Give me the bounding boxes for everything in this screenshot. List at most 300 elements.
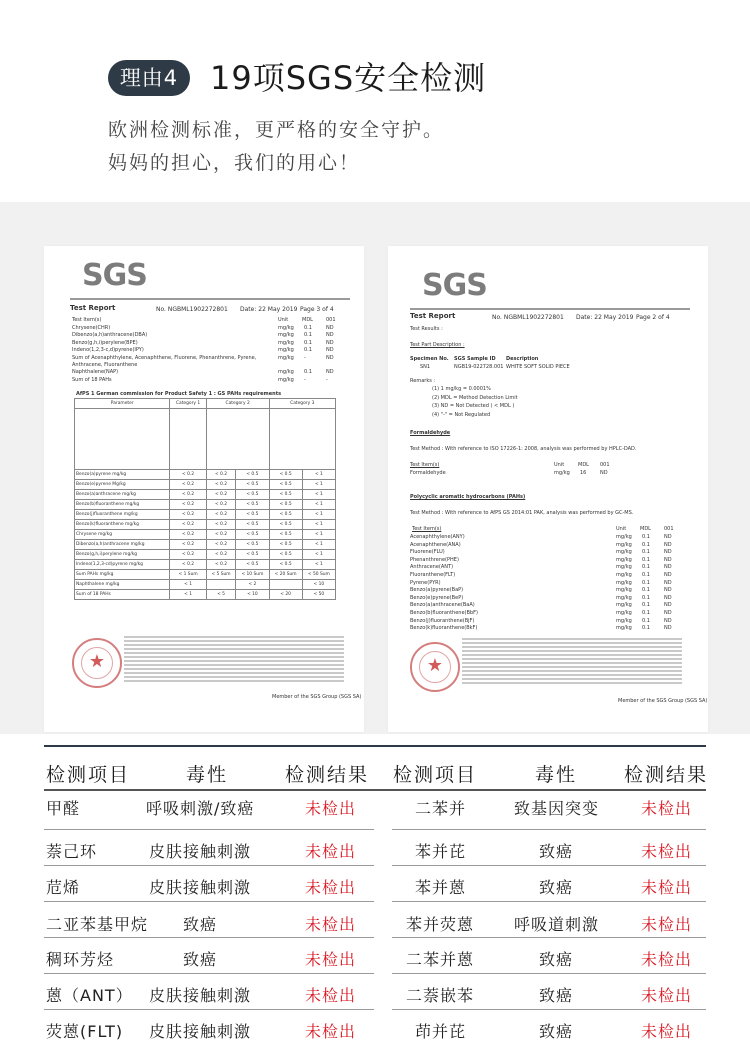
fa-result: ND (600, 470, 608, 476)
report-item-name: Sum of Acenaphthylene, Acenaphthene, Fluorene, Phenanthrene, Pyrene, (72, 354, 257, 361)
pah-item-result: ND (664, 534, 672, 540)
pah-col-001: 001 (664, 526, 674, 532)
gs-table-cell: < 0.5 (236, 500, 269, 510)
th-toxicity-left: 毒性 (186, 764, 229, 786)
remarks-label: Remarks : (410, 378, 436, 384)
gs-table-cell: < 0.5 (269, 520, 302, 530)
gs-table-cell: < 1 (302, 550, 335, 560)
gs-table-row (75, 540, 336, 550)
report-item-result: - (326, 376, 328, 383)
pah-item-unit: mg/kg (616, 617, 632, 624)
row-divider-right (392, 973, 706, 974)
gs-table-cell: < 0.5 (269, 540, 302, 550)
report-item-mdl: - (304, 376, 306, 383)
gs-table-cell: < 0.2 (206, 550, 236, 560)
gs-table-cell: < 0.5 (236, 560, 269, 570)
result-left: 未检出 (305, 878, 357, 897)
gs-table-cell: < 0.2 (206, 540, 236, 550)
result-right: 未检出 (641, 950, 693, 969)
remark-line: (4) "-" = Not Regulated (432, 411, 491, 418)
report-number: No. NGBML1902272801 (492, 314, 564, 321)
gs-table-cell: Sum PAHs mg/kg (75, 570, 170, 580)
pah-item-mdl: 0.1 (642, 617, 650, 624)
gs-table-cell: < 0.5 (269, 480, 302, 490)
gs-table-cell: Benzo(g,h,i)perylene mg/kg (75, 550, 170, 560)
toxicity-left: 致癌 (183, 950, 218, 969)
gs-table-cell: < 0.5 (236, 490, 269, 500)
report-item-mdl: 0.1 (304, 347, 312, 354)
th-category-3: Category 3 (269, 399, 335, 409)
gs-table-cell: < 50 (302, 590, 335, 600)
detect-item-right: 茚并芘 (415, 1022, 467, 1041)
result-left: 未检出 (305, 1022, 357, 1041)
report-date: Date: 22 May 2019 (240, 306, 298, 313)
sample-id-header: SGS Sample ID (454, 356, 496, 362)
gs-table-cell: Benzo(a)anthracene mg/kg (75, 490, 170, 500)
gs-table-row (75, 510, 336, 520)
sgs-logo: SGS (82, 258, 147, 293)
gs-table-cell: < 0.5 (269, 510, 302, 520)
remark-line: (1) 1 mg/kg = 0.0001% (432, 386, 491, 392)
sgs-report-page-3 (44, 246, 364, 732)
pah-item-mdl: 0.1 (642, 549, 650, 556)
detect-item-right: 二苯并 (415, 799, 467, 818)
row-divider-left (44, 901, 374, 902)
detect-item-left: 萘己环 (46, 842, 98, 861)
report-date: Date: 22 May 2019 (576, 314, 634, 321)
report-item-unit: mg/kg (278, 376, 294, 383)
gs-table-cell: Indeno(1,2,3-cd)pyrene mg/kg (75, 560, 170, 570)
gs-table-cell: < 0.2 (206, 480, 236, 490)
gs-table-cell: < 0.5 (236, 530, 269, 540)
toxicity-left: 皮肤接触刺激 (149, 986, 252, 1005)
gs-table-cell: < 0.2 (206, 490, 236, 500)
report-item-mdl: 0.1 (304, 332, 312, 339)
gs-table-row (75, 520, 336, 530)
sgs-stamp (410, 642, 460, 692)
gs-table-cell: < 0.5 (269, 490, 302, 500)
pah-item-name: Fluoranthene(FLT) (410, 572, 456, 578)
gs-table-cell: < 0.5 (269, 550, 302, 560)
row-divider-right (392, 829, 706, 830)
result-left: 未检出 (305, 950, 357, 969)
gs-table-cell: < 0.2 (170, 520, 206, 530)
pah-item-mdl: 0.1 (642, 534, 650, 540)
row-divider-right (392, 865, 706, 866)
gs-table-row (75, 580, 336, 590)
pah-item-unit: mg/kg (616, 610, 632, 616)
gs-table-row (75, 470, 336, 480)
report-item-unit: mg/kg (278, 347, 294, 354)
gs-table-cell: < 1 (302, 470, 335, 480)
formaldehyde-title: Formaldehyde (410, 430, 451, 436)
row-divider-right (392, 1009, 706, 1010)
pah-item-unit: mg/kg (616, 625, 632, 632)
toxicity-left: 皮肤接触刺激 (149, 1022, 252, 1041)
gs-table-cell: Naphthalene mg/kg (75, 580, 170, 590)
result-right: 未检出 (641, 878, 693, 897)
subtitle-1: 欧洲检测标准，更严格的安全守护。 (108, 119, 445, 141)
pah-item-result: ND (664, 594, 672, 601)
report-page: Page 3 of 4 (300, 306, 334, 313)
report-title: Test Report (410, 312, 456, 320)
th-item-left: 检测项目 (46, 764, 131, 786)
gs-table-cell: Benzo(e)pyrene Mg/kg (75, 480, 170, 490)
pah-item-name: Fluorene(FLU) (410, 549, 445, 556)
report-item-name: Naphthalene(NAP) (72, 369, 119, 376)
report-item-result: ND (326, 347, 334, 354)
gs-table-cell: < 0.5 (236, 470, 269, 480)
pah-item-name: Benzo(a)anthracene(BaA) (410, 602, 475, 609)
detect-item-right: 二萘嵌苯 (406, 986, 475, 1005)
gs-table-cell: Sum of 18 PAHs (75, 590, 170, 600)
fa-col-001: 001 (600, 462, 610, 468)
pah-col-mdl: MDL (640, 526, 651, 532)
sgs-stamp (72, 638, 122, 688)
pah-item-result: ND (664, 617, 672, 624)
gs-table-cell: < 0.5 (269, 530, 302, 540)
toxicity-right: 致基因突变 (514, 799, 600, 818)
gs-table-cell: < 0.5 (269, 470, 302, 480)
pah-item-unit: mg/kg (616, 572, 632, 578)
col-001: 001 (326, 317, 336, 323)
pah-item-unit: mg/kg (616, 594, 632, 601)
gs-table-cell: < 1 (302, 490, 335, 500)
pah-item-result: ND (664, 602, 672, 609)
detect-item-left: 稠环芳烃 (46, 950, 115, 969)
gs-table-row (75, 500, 336, 510)
row-divider-left (44, 865, 374, 866)
pah-item-name: Benzo(a)pyrene(BaP) (410, 587, 464, 594)
pah-item-name: Anthracene(ANT) (410, 564, 454, 571)
report-item-name: Sum of 18 PAHs (72, 376, 112, 383)
gs-requirements-table (74, 398, 336, 600)
pah-method: Test Method : With reference to AfPS GS 2014:01 PAK, analysis was performed by GC-MS. (410, 510, 634, 516)
gs-table-cell: < 2 (236, 580, 269, 590)
gs-table-row (75, 530, 336, 540)
pah-item-name: Acenaphthylene(ANY) (410, 534, 465, 540)
pah-item-unit: mg/kg (616, 564, 632, 571)
pah-item-unit: mg/kg (616, 602, 632, 609)
specimen-no-header: Specimen No. (410, 356, 449, 362)
gs-table-cell: < 1 (302, 480, 335, 490)
gs-table-cell: < 20 (269, 590, 302, 600)
gs-table-cell: < 1 (170, 580, 206, 590)
pah-item-result: ND (664, 572, 672, 578)
gs-table-cell: < 0.5 (269, 560, 302, 570)
pah-item-result: ND (664, 587, 672, 594)
pah-item-name: Benzo(e)pyrene(BeP) (410, 594, 464, 601)
table-top-border (44, 745, 706, 747)
th-category-1: Category 1 (170, 399, 206, 409)
gs-table-cell: < 0.2 (170, 470, 206, 480)
pah-item-name: Acenaphthene(ANA) (410, 541, 461, 548)
report-item-mdl: 0.1 (304, 325, 312, 331)
report-item-unit: mg/kg (278, 354, 294, 361)
formaldehyde-method: Test Method : With reference to ISO 17226-1: 2008, analysis was performed by HPLC-DAD. (410, 446, 637, 452)
result-left: 未检出 (305, 915, 357, 934)
result-right: 未检出 (641, 915, 693, 934)
gs-table-cell: < 0.2 (170, 560, 206, 570)
toxicity-right: 致癌 (539, 842, 574, 861)
report-item-unit: mg/kg (278, 369, 294, 376)
col-test-item: Test Item(s) (72, 317, 102, 323)
report-page: Page 2 of 4 (636, 314, 670, 321)
pah-item-mdl: 0.1 (642, 610, 650, 616)
star-icon: ★ (426, 655, 444, 676)
th-category-2: Category 2 (206, 399, 269, 409)
gs-table-cell: < 0.2 (206, 560, 236, 570)
detect-item-left: 二亚苯基甲烷 (46, 915, 149, 934)
header-section (0, 0, 750, 202)
report-item-unit: mg/kg (278, 325, 294, 331)
pah-item-mdl: 0.1 (642, 556, 650, 563)
gs-table-cell: < 0.5 (269, 500, 302, 510)
gs-table-cell: < 0.5 (236, 540, 269, 550)
fa-col-mdl: MDL (578, 462, 589, 468)
pah-item-unit: mg/kg (616, 549, 632, 556)
detect-item-right: 苯并荧蒽 (406, 915, 475, 934)
gs-table-title: AfPS 1 German commission for Product Safety 1 : GS PAHs requirements (76, 391, 282, 397)
gs-table-cell: < 0.2 (206, 470, 236, 480)
row-divider-right (392, 937, 706, 938)
pah-item-unit: mg/kg (616, 556, 632, 563)
gs-table-cell: < 0.2 (170, 480, 206, 490)
gs-table-cell: < 5 Sum (206, 570, 236, 580)
gs-table-row (75, 570, 336, 580)
gs-table-cell: < 0.2 (170, 500, 206, 510)
detect-item-left: 甲醛 (46, 799, 81, 818)
th-result-right: 检测结果 (624, 764, 709, 786)
pah-item-mdl: 0.1 (642, 579, 650, 586)
legal-fineprint (462, 638, 682, 686)
gs-table-cell: < 0.2 (170, 510, 206, 520)
legal-fineprint (124, 636, 344, 684)
th-toxicity-right: 毒性 (535, 764, 578, 786)
specimen-no: SN1 (420, 364, 431, 370)
fa-mdl: 16 (580, 470, 587, 476)
report-item-result: ND (326, 354, 334, 361)
pah-item-mdl: 0.1 (642, 564, 650, 571)
gs-table-cell: < 0.2 (170, 550, 206, 560)
row-divider-left (44, 1009, 374, 1010)
pah-item-unit: mg/kg (616, 587, 632, 594)
page-title: 19项SGS安全检测 (210, 59, 487, 97)
detect-item-left: 蒽（ANT） (46, 986, 133, 1005)
sgs-logo: SGS (422, 268, 487, 303)
gs-table-cell: < 1 (302, 520, 335, 530)
detect-item-left: 苊烯 (46, 878, 81, 897)
gs-table-cell: < 0.2 (206, 520, 236, 530)
gs-table-cell: Benzo(b)fluoranthene mg/kg (75, 500, 170, 510)
report-item-result: ND (326, 369, 334, 376)
toxicity-left: 皮肤接触刺激 (149, 842, 252, 861)
gs-table-cell: < 1 (302, 560, 335, 570)
gs-table-cell: < 0.2 (206, 530, 236, 540)
result-right: 未检出 (641, 986, 693, 1005)
gs-table-cell: < 1 (302, 510, 335, 520)
remark-line: (2) MDL = Method Detection Limit (432, 394, 518, 401)
toxicity-right: 致癌 (539, 1022, 574, 1041)
gs-table-row (75, 550, 336, 560)
table-header-divider (44, 789, 706, 791)
report-item-mdl: 0.1 (304, 339, 312, 346)
pah-col-unit: Unit (616, 526, 627, 532)
gs-table-cell: < 0.5 (236, 550, 269, 560)
toxicity-left: 致癌 (183, 915, 218, 934)
toxicity-right: 致癌 (539, 878, 574, 897)
gs-table-cell: < 0.5 (236, 480, 269, 490)
gs-table-row (75, 490, 336, 500)
result-left: 未检出 (305, 842, 357, 861)
result-right: 未检出 (641, 799, 693, 818)
row-divider-left (44, 829, 374, 830)
pah-item-mdl: 0.1 (642, 541, 650, 548)
gs-table-cell: < 1 (302, 500, 335, 510)
pah-item-result: ND (664, 549, 672, 556)
pah-item-result: ND (664, 625, 672, 632)
result-left: 未检出 (305, 986, 357, 1005)
gs-table-cell: < 0.2 (206, 500, 236, 510)
star-icon: ★ (88, 651, 106, 672)
report-item-name: Chrysene(CHR) (72, 325, 111, 331)
report-item-name: Dibenzo(a,h)anthracene(DBA) (72, 332, 148, 339)
gs-table-row (75, 560, 336, 570)
row-divider-left (44, 973, 374, 974)
member-note: Member of the SGS Group (SGS SA) (272, 694, 362, 700)
pah-item-result: ND (664, 610, 672, 616)
gs-table-cell: < 10 (236, 590, 269, 600)
pah-item-unit: mg/kg (616, 534, 632, 540)
remark-line: (3) ND = Not Detected ( < MDL ) (432, 403, 515, 410)
pah-item-result: ND (664, 579, 672, 586)
fa-item: Formaldehyde (410, 470, 446, 476)
fa-col-unit: Unit (554, 462, 565, 468)
fa-unit: mg/kg (554, 470, 570, 476)
th-result-left: 检测结果 (285, 764, 370, 786)
logo-divider (410, 308, 690, 310)
subtitle-2: 妈妈的担心，我们的用心！ (108, 152, 361, 174)
gs-table-cell: < 0.2 (206, 510, 236, 520)
gs-table-cell: < 0.5 (236, 510, 269, 520)
pah-title: Polycyclic aromatic hydrocarbons (PAHs) (410, 494, 526, 500)
toxicity-right: 呼吸道刺激 (514, 915, 600, 934)
report-item-result: ND (326, 332, 334, 339)
report-item-unit: mg/kg (278, 332, 294, 339)
col-unit: Unit (278, 317, 289, 323)
toxicity-left: 皮肤接触刺激 (149, 878, 252, 897)
result-right: 未检出 (641, 1022, 693, 1041)
pah-item-mdl: 0.1 (642, 587, 650, 594)
th-parameter: Parameter (75, 399, 170, 409)
gs-table-cell: Chrysene mg/kg (75, 530, 170, 540)
report-item-mdl: - (304, 354, 306, 361)
report-item-name: Anthracene, Fluoranthene (72, 362, 138, 368)
detect-item-right: 苯并芘 (415, 842, 467, 861)
report-item-mdl: 0.1 (304, 369, 312, 376)
gs-table-cell: Benzo(k)fluoranthene mg/kg (75, 520, 170, 530)
gs-table-cell: < 10 Sum (236, 570, 269, 580)
result-left: 未检出 (305, 799, 357, 818)
gs-table-cell: Benzo(a)pyrene mg/kg (75, 470, 170, 480)
sample-id: NGB19-022728.001 (454, 364, 504, 370)
reason-badge: 理由4 (108, 60, 190, 96)
pah-item-unit: mg/kg (616, 579, 632, 586)
report-title: Test Report (70, 304, 116, 312)
row-divider-left (44, 937, 374, 938)
logo-divider (70, 298, 350, 300)
report-item-name: Indeno(1,2,3-c,d)pyrene(IPY) (72, 347, 144, 354)
pah-item-name: Benzo(j)fluoranthene(BjF) (410, 617, 475, 624)
gs-table-cell: < 0.2 (170, 540, 206, 550)
gs-table-cell: < 1 Sum (170, 570, 206, 580)
detect-item-right: 苯并蒽 (415, 878, 467, 897)
gs-table-cell: Benzo(j)fluoranthene mg/kg (75, 510, 170, 520)
part-description-label: Test Part Description : (410, 342, 465, 348)
report-item-unit: mg/kg (278, 339, 294, 346)
gs-table-row (75, 480, 336, 490)
row-divider-right (392, 901, 706, 902)
pah-item-name: Pyrene(PYR) (410, 579, 441, 586)
sample-description: WHITE SOFT SOLID PIECE (506, 364, 570, 370)
pah-item-name: Benzo(b)fluoranthene(BbF) (410, 610, 478, 616)
sgs-report-page-2 (388, 246, 708, 732)
gs-table-cell: < 0.2 (170, 490, 206, 500)
pah-item-result: ND (664, 564, 672, 571)
gs-table-cell: < 0.2 (170, 530, 206, 540)
test-results-label: Test Results : (410, 326, 443, 332)
gs-table-cell: < 0.5 (236, 520, 269, 530)
pah-col-item: Test Item(s) (412, 526, 442, 532)
gs-table-cell (269, 580, 302, 590)
gs-table-cell: < 1 (170, 590, 206, 600)
member-note: Member of the SGS Group (SGS SA) (618, 698, 708, 704)
detect-item-right: 二苯并蒽 (406, 950, 475, 969)
report-item-name: Benzo(g,h,i)perylene(BPE) (72, 339, 138, 346)
gs-table-cell: < 20 Sum (269, 570, 302, 580)
gs-table-cell: < 1 (302, 530, 335, 540)
pah-item-mdl: 0.1 (642, 625, 650, 632)
gs-table-cell: < 1 (302, 540, 335, 550)
gs-table-cell: < 50 Sum (302, 570, 335, 580)
report-item-result: ND (326, 325, 334, 331)
pah-item-name: Benzo(k)fluoranthene(BkF) (410, 625, 478, 632)
toxicity-left: 呼吸刺激/致癌 (146, 799, 255, 818)
detect-item-left: 荧蒽(FLT) (46, 1022, 124, 1041)
toxicity-right: 致癌 (539, 950, 574, 969)
th-item-right: 检测项目 (393, 764, 478, 786)
result-right: 未检出 (641, 842, 693, 861)
gs-table-cell (206, 580, 236, 590)
fa-col-item: Test Item(s) (410, 462, 440, 468)
pah-item-mdl: 0.1 (642, 594, 650, 601)
description-header: Description (506, 356, 539, 362)
pah-item-unit: mg/kg (616, 541, 632, 548)
col-mdl: MDL (302, 317, 313, 323)
pah-item-mdl: 0.1 (642, 572, 650, 578)
report-item-result: ND (326, 339, 334, 346)
pah-item-result: ND (664, 556, 672, 563)
report-number: No. NGBML1902272801 (156, 306, 228, 313)
gs-table-cell: < 10 (302, 580, 335, 590)
gs-table-cell: < 5 (206, 590, 236, 600)
toxicity-right: 致癌 (539, 986, 574, 1005)
gs-table-cell: Dibenzo(a,h)anthracene mg/kg (75, 540, 170, 550)
gs-table-row (75, 590, 336, 600)
pah-item-result: ND (664, 541, 672, 548)
pah-item-name: Phenanthrene(PHE) (410, 556, 459, 563)
pah-item-mdl: 0.1 (642, 602, 650, 609)
